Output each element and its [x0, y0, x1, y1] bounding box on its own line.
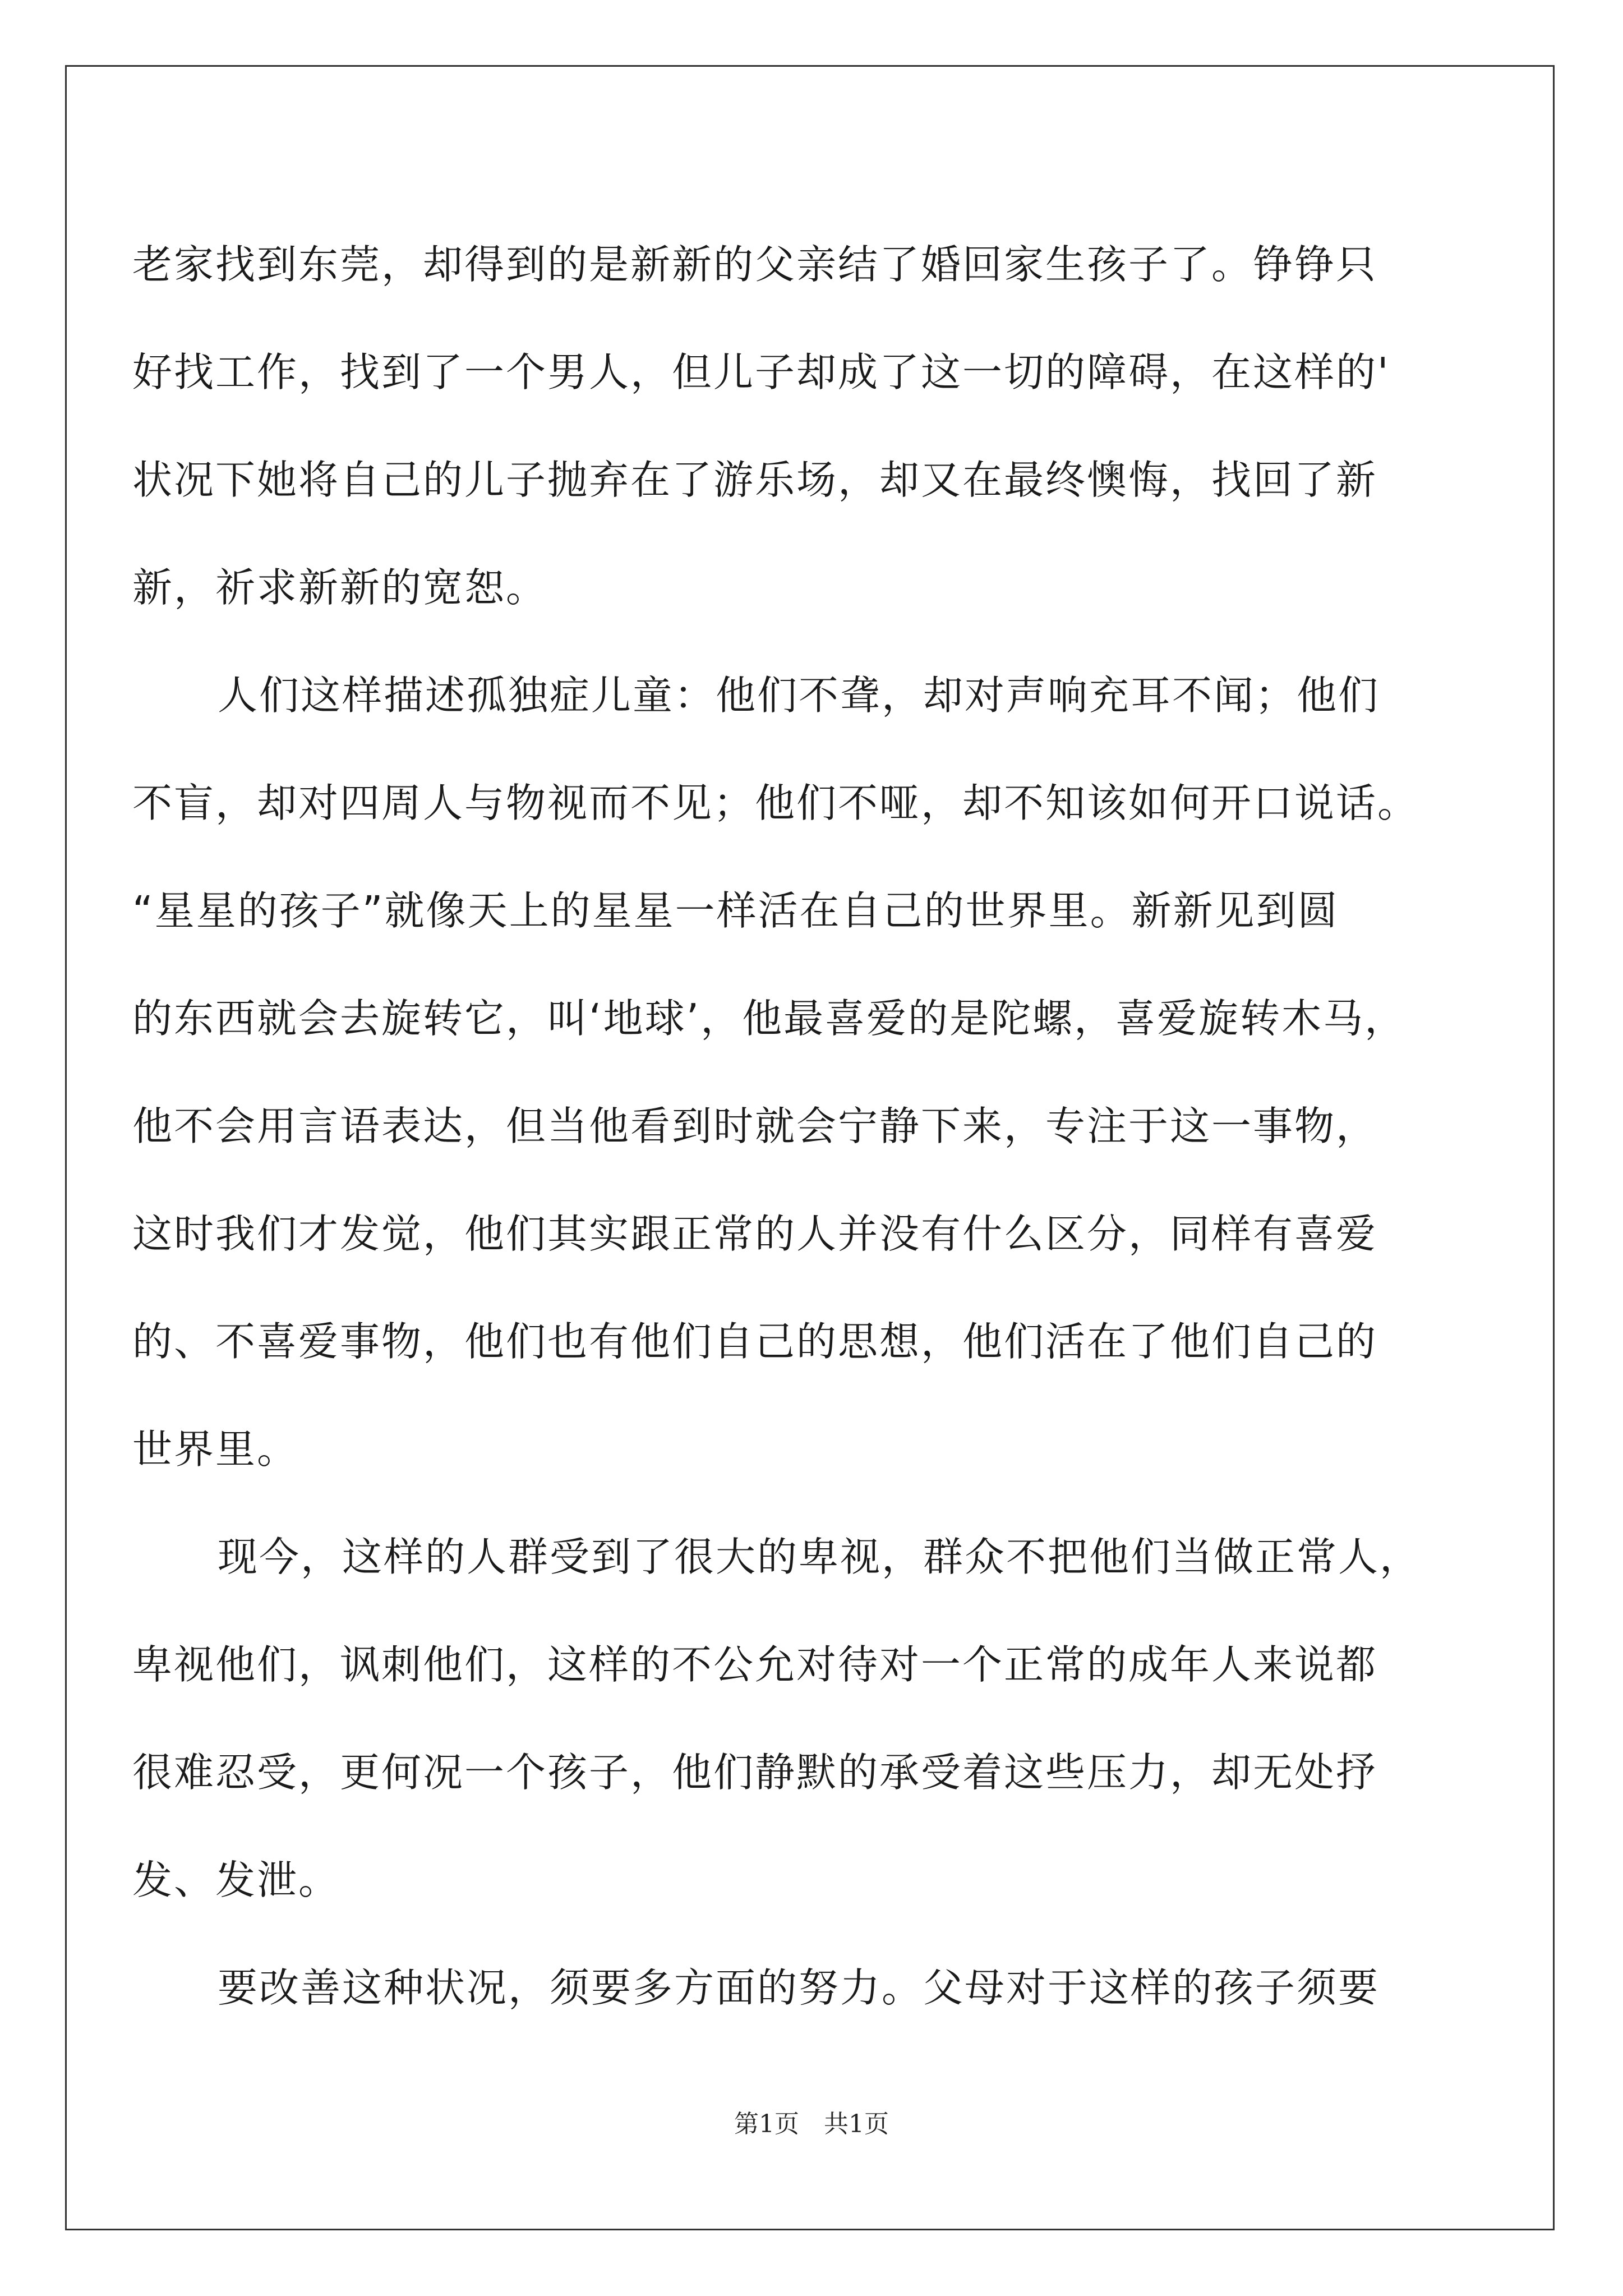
text-line: 卑视他们，讽刺他们，这样的不公允对待对一个正常的成年人来说都 — [132, 1641, 1378, 1688]
text-line: 状况下她将自己的儿子抛弃在了游乐场，却又在最终懊悔，找回了新 — [132, 457, 1378, 503]
paragraph-first-line: 要改善这种状况，须要多方面的努力。父母对于这样的孩子须要 — [218, 1964, 1380, 2011]
text-line: 好找工作，找到了一个男人，但儿子却成了这一切的障碍，在这样的' — [132, 349, 1390, 395]
text-line: 老家找到东莞，却得到的是新新的父亲结了婚回家生孩子了。铮铮只 — [132, 241, 1378, 288]
text-line: 新，祈求新新的宽恕。 — [132, 564, 548, 611]
text-line: 这时我们才发觉，他们其实跟正常的人并没有什么区分，同样有喜爱 — [132, 1211, 1378, 1257]
text-line: 他不会用言语表达，但当他看到时就会宁静下来，专注于这一事物， — [132, 1103, 1378, 1149]
text-line: 世界里。 — [132, 1426, 299, 1473]
text-line: 的、不喜爱事物，他们也有他们自己的思想，他们活在了他们自己的 — [132, 1318, 1378, 1365]
paragraph-first-line: 现今，这样的人群受到了很大的卑视，群众不把他们当做正常人， — [218, 1534, 1422, 1580]
text-line: 的东西就会去旋转它，叫‘地球’，他最喜爱的是陀螺，喜爱旋转木马， — [132, 995, 1407, 1042]
page-number-footer: 第1页 共1页 — [734, 2110, 889, 2138]
text-line: 发、发泄。 — [132, 1857, 340, 1903]
text-line: “星星的孩子”就像天上的星星一样活在自己的世界里。新新见到圆 — [132, 887, 1339, 934]
text-line: 不盲，却对四周人与物视而不见；他们不哑，却不知该如何开口说话。 — [132, 780, 1419, 826]
paragraph-first-line: 人们这样描述孤独症儿童：他们不聋，却对声响充耳不闻；他们 — [218, 672, 1380, 719]
text-line: 很难忍受，更何况一个孩子，他们静默的承受着这些压力，却无处抒 — [132, 1749, 1378, 1796]
document-body — [132, 211, 1445, 2042]
